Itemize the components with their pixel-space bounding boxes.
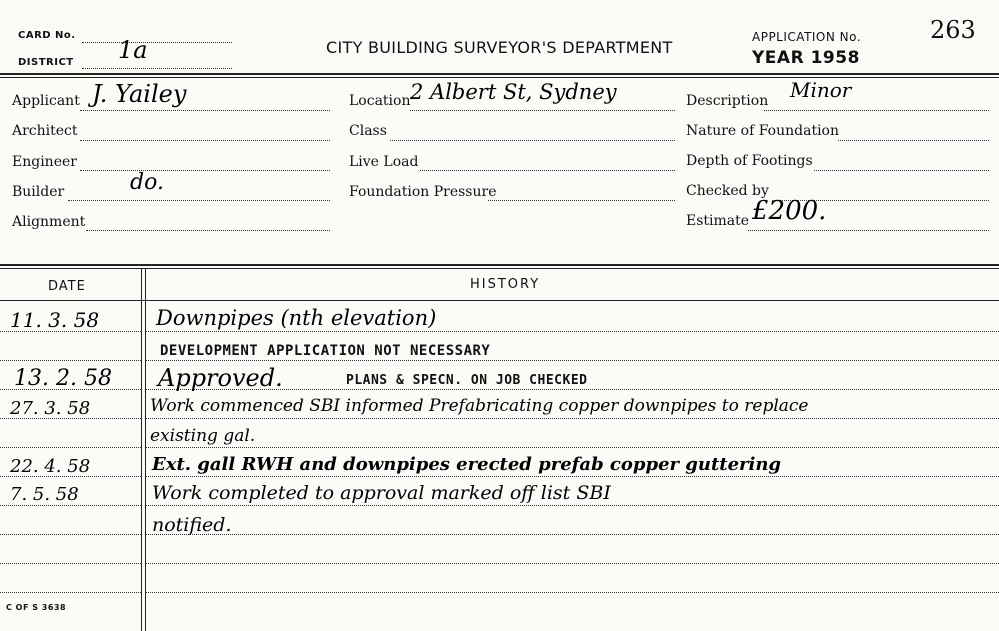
- application-number: 263: [930, 16, 976, 44]
- applicant-line: [80, 110, 330, 111]
- foundation-pressure-line: [488, 200, 675, 201]
- district-line: [82, 68, 232, 69]
- depth-of-footings-line: [814, 170, 989, 171]
- applicant-value: J. Yailey: [92, 80, 187, 108]
- history-text: existing gal.: [150, 426, 256, 446]
- ruled-line: [0, 563, 141, 564]
- history-text: Work commenced SBI informed Prefabricating copper downpipes to replace: [150, 396, 809, 416]
- history-text: Downpipes (nth elevation): [156, 306, 437, 330]
- ruled-line: [146, 563, 999, 564]
- form-code: C OF S 3638: [6, 603, 67, 612]
- alignment-label: Alignment: [12, 214, 86, 230]
- history-text: Ext. gall RWH and downpipes erected prefab copper guttering: [152, 454, 782, 475]
- estimate-label: Estimate: [686, 213, 750, 229]
- ruled-line: [146, 505, 999, 506]
- live-load-label: Live Load: [349, 154, 419, 170]
- architect-line: [80, 140, 330, 141]
- ruled-line: [0, 360, 141, 361]
- alignment-line: [86, 230, 330, 231]
- ruled-line: [0, 447, 141, 448]
- estimate-line: [748, 230, 989, 231]
- description-label: Description: [686, 93, 769, 109]
- ruled-line: [146, 447, 999, 448]
- applicant-label: Applicant: [12, 93, 80, 109]
- engineer-label: Engineer: [12, 154, 77, 170]
- department-title: CITY BUILDING SURVEYOR'S DEPARTMENT: [326, 38, 673, 57]
- header-rule: [0, 73, 999, 75]
- location-line: [410, 110, 675, 111]
- ruled-line: [146, 592, 999, 593]
- history-date: 11. 3. 58: [10, 308, 100, 332]
- location-value: 2 Albert St, Sydney: [410, 80, 617, 104]
- builder-label: Builder: [12, 184, 65, 200]
- class-label: Class: [349, 123, 387, 139]
- history-column-header: HISTORY: [470, 277, 541, 292]
- history-date: 7. 5. 58: [10, 484, 79, 505]
- district-value: 1a: [118, 36, 148, 64]
- builder-line: [68, 200, 330, 201]
- card-no-line: [82, 42, 232, 43]
- history-top-rule-2: [0, 268, 999, 269]
- checked-by-label: Checked by: [686, 183, 769, 199]
- application-no-label: APPLICATION No.: [752, 30, 862, 44]
- history-date: 13. 2. 58: [14, 366, 112, 391]
- description-line: [764, 110, 989, 111]
- ruled-line: [146, 534, 999, 535]
- date-column-divider: [141, 268, 142, 631]
- date-column-header: DATE: [48, 279, 86, 294]
- foundation-pressure-label: Foundation Pressure: [349, 184, 497, 200]
- architect-label: Architect: [12, 123, 78, 139]
- history-stamp: DEVELOPMENT APPLICATION NOT NECESSARY: [160, 343, 491, 359]
- builder-value: do.: [130, 170, 164, 195]
- nature-of-foundation-label: Nature of Foundation: [686, 123, 839, 139]
- ruled-line: [0, 592, 141, 593]
- history-date: 27. 3. 58: [10, 398, 91, 419]
- history-text: notified.: [152, 514, 232, 536]
- history-text: Approved.: [158, 364, 283, 392]
- ruled-line: [146, 331, 999, 332]
- history-top-rule: [0, 264, 999, 266]
- estimate-value: £200.: [752, 196, 827, 226]
- history-text: Work completed to approval marked off list SBI: [152, 482, 611, 504]
- history-date: 22. 4. 58: [10, 456, 91, 477]
- class-line: [390, 140, 675, 141]
- nature-of-foundation-line: [838, 140, 989, 141]
- date-column-divider-2: [145, 268, 146, 631]
- ruled-line: [0, 534, 141, 535]
- header-bottom-rule: [0, 300, 999, 301]
- engineer-line: [80, 170, 330, 171]
- district-label: DISTRICT: [18, 57, 74, 68]
- ruled-line: [0, 505, 141, 506]
- description-value: Minor: [790, 78, 852, 102]
- ruled-line: [146, 418, 999, 419]
- location-label: Location: [349, 93, 411, 109]
- year-label: YEAR 1958: [752, 48, 860, 68]
- history-stamp: PLANS & SPECN. ON JOB CHECKED: [346, 373, 588, 388]
- depth-of-footings-label: Depth of Footings: [686, 153, 813, 169]
- ruled-line: [146, 360, 999, 361]
- card-no-label: CARD No.: [18, 30, 76, 41]
- live-load-line: [420, 170, 675, 171]
- ruled-line: [146, 476, 999, 477]
